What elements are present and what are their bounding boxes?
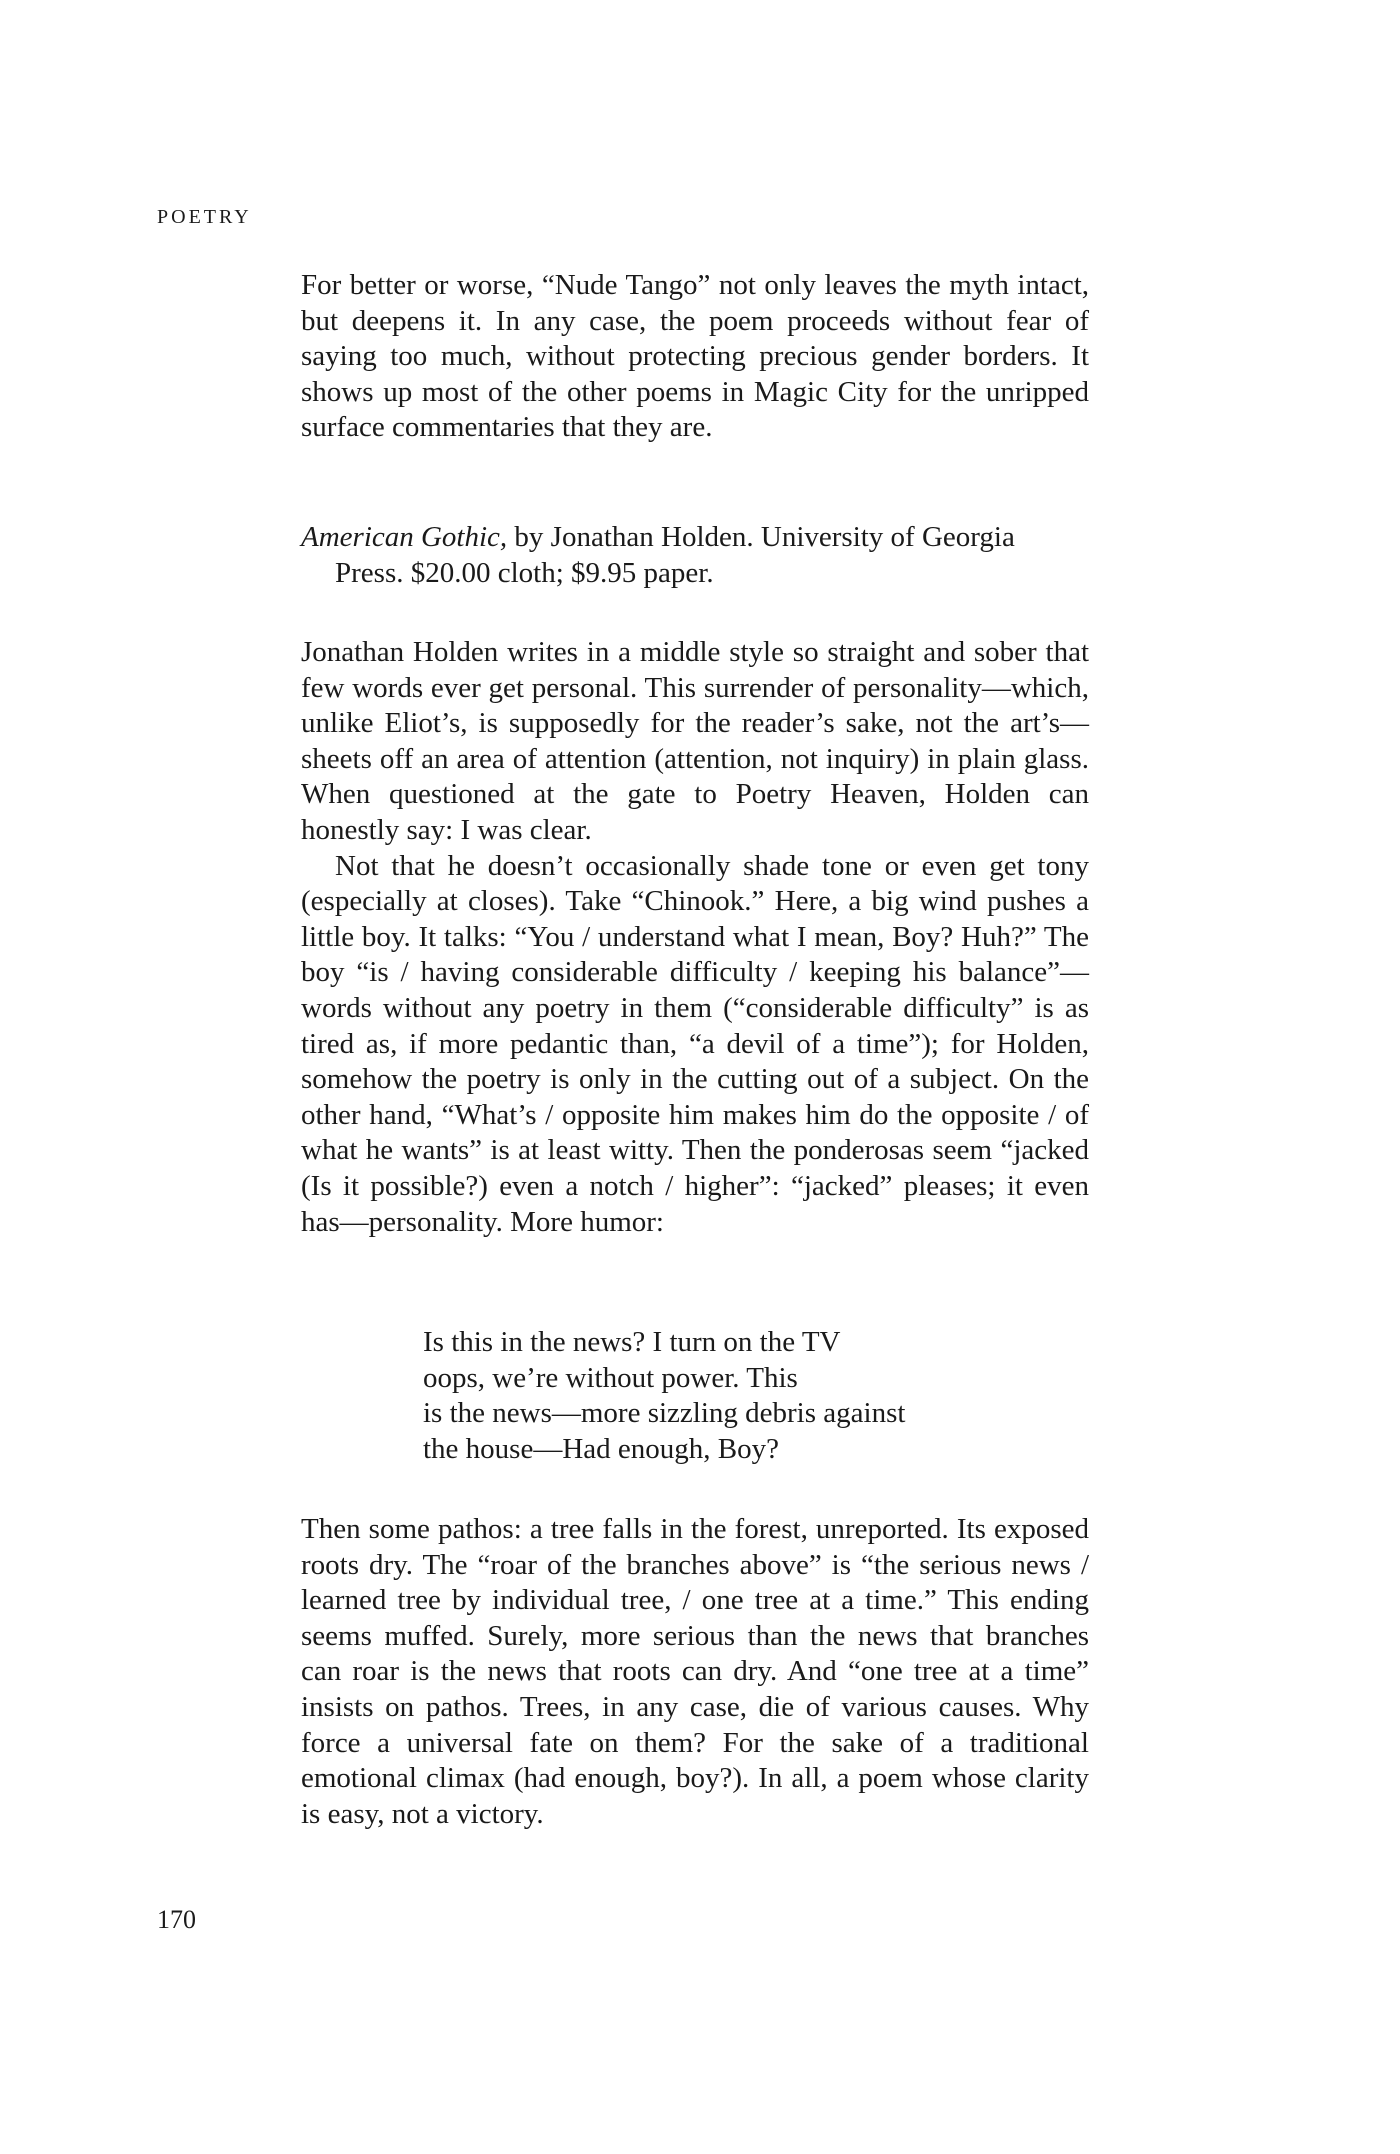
citation-text bbox=[301, 520, 1089, 591]
page-number: 170 bbox=[157, 1905, 196, 1934]
intro-paragraph bbox=[301, 268, 1089, 446]
review-body-2 bbox=[301, 1512, 1089, 1832]
poem-line: Is this in the news? I turn on the TV bbox=[423, 1326, 841, 1358]
review-body-1 bbox=[301, 635, 1089, 1240]
review-paragraph-2: Not that he doesn’t occasionally shade tone or even get tony (especially at closes). Take “Chinook.” Here, a big wind pushes a little boy. It talks: “You / understand what I mean, Boy? Huh?” The boy “is / having considerable difficulty / keeping his balance”—words without any poetry in them (“considerable difficulty” is as tired as, if more pedantic than, “a devil of a time”); for Holden, somehow the poetry is only in the cutting out of a subject. On the other hand, “What’s / opposite him makes him do the opposite / of what he wants” is at least witty. Then the ponderosas seem “jacked (Is it possible?) even a notch / higher”: “jacked” pleases; it even has—personality. More humor: bbox=[301, 849, 1089, 1238]
review-paragraph-1: Jonathan Holden writes in a middle style so straight and sober that few words ever get personal. This surrender of personality—which, unlike Eliot’s, is supposedly for the reader’s sake, not the art’s—sheets off an area of attention (attention, not inquiry) in plain glass. When questioned at the gate to Poetry Heaven, Holden can honestly say: I was clear. bbox=[301, 636, 1089, 846]
book-citation bbox=[301, 520, 1089, 591]
poem-line: is the news—more sizzling debris against bbox=[423, 1397, 906, 1430]
poem-quote bbox=[423, 1325, 905, 1467]
poem-line: oops, we’re without power. This bbox=[423, 1361, 798, 1394]
review-paragraph-3: Then some pathos: a tree falls in the forest, unreported. Its exposed roots dry. The “roar of the branches above” is “the serious news / learned tree by individual tree, / one tree at a time.” This ending seems muffed. Surely, more serious than the news that branches can roar is the news that roots can dry. And “one tree at a time” insists on pathos. Trees, in any case, die of various causes. Why force a universal fate on them? For the sake of a traditional emotional climax (had enough, boy?). In all, a poem whose clarity is easy, not a victory. bbox=[301, 1513, 1089, 1830]
book-title: American Gothic, bbox=[301, 521, 508, 553]
intro-text: For better or worse, “Nude Tango” not only leaves the myth intact, but deepens it. In any case, the poem proceeds without fear of saying too much, without protecting precious gender borders. It shows up most of the other poems in Magic City for the unripped surface commentaries that they are. bbox=[301, 269, 1089, 444]
poem-line: the house—Had enough, Boy? bbox=[423, 1432, 779, 1465]
running-head: POETRY bbox=[157, 206, 252, 228]
citation-details: by Jonathan Holden. University of Georgia Press. $20.00 cloth; $9.95 paper. bbox=[335, 521, 1015, 589]
